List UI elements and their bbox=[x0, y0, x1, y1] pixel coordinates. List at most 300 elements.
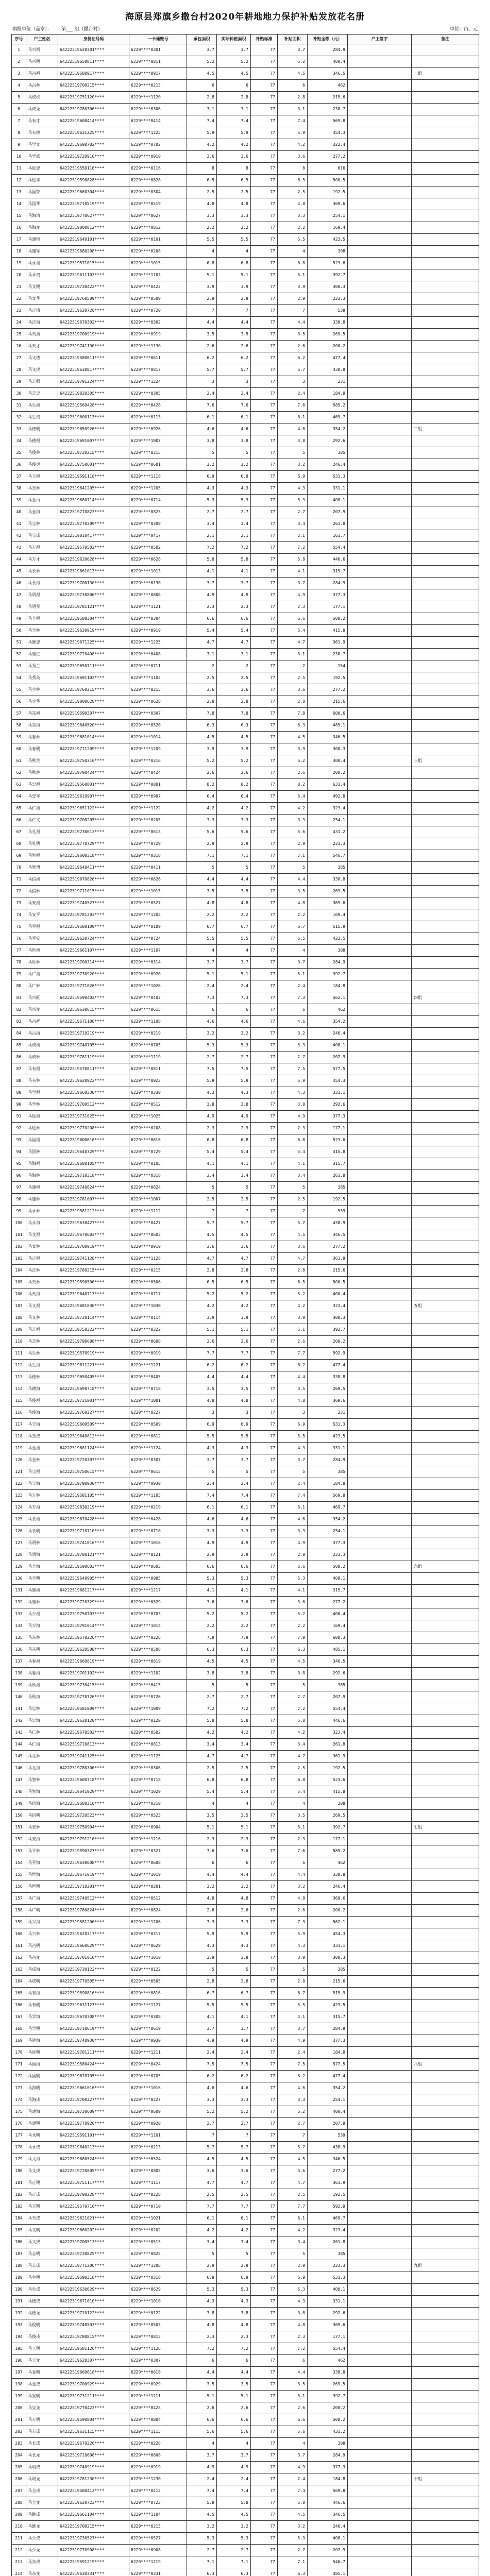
table-row bbox=[12, 1028, 479, 1040]
cell-id: 64222519701010**** bbox=[58, 1952, 129, 1964]
cell-sign bbox=[348, 2450, 412, 2462]
cell-seq: 168 bbox=[12, 2023, 26, 2035]
cell-amount: 462 bbox=[308, 1857, 348, 1869]
cell-phone: 6229****0603 bbox=[129, 1561, 187, 1573]
cell-id: 64222519781007**** bbox=[58, 1194, 129, 1206]
cell-subsidy-area: 4.8 bbox=[278, 2319, 308, 2331]
cell-amount: 408.1 bbox=[308, 1573, 348, 1585]
cell-actual: 5.9 bbox=[217, 127, 251, 139]
cell-name: 马全林 bbox=[26, 625, 58, 637]
cell-standard: 77 bbox=[251, 1253, 278, 1265]
cell-seq: 33 bbox=[12, 423, 26, 435]
table-row bbox=[12, 1194, 479, 1206]
cell-subsidy-area: 5.6 bbox=[278, 2426, 308, 2438]
cell-amount: 523.6 bbox=[308, 258, 348, 269]
cell-amount: 254.1 bbox=[308, 210, 348, 222]
table-row bbox=[12, 1739, 479, 1751]
cell-phone: 6229****1016 bbox=[129, 1537, 187, 1549]
cell-subsidy-area: 3.9 bbox=[278, 1312, 308, 1324]
cell-sign bbox=[348, 1229, 412, 1241]
cell-name: 马明龙 bbox=[26, 2473, 58, 2485]
cell-name: 马志成 bbox=[26, 2260, 58, 2272]
cell-sign bbox=[348, 1798, 412, 1810]
cell-remark bbox=[412, 2106, 479, 2118]
cell-contract: 3.9 bbox=[187, 281, 217, 293]
cell-contract: 2.5 bbox=[187, 2189, 217, 2201]
cell-contract: 7.4 bbox=[187, 115, 217, 127]
cell-standard: 77 bbox=[251, 1360, 278, 1371]
table-row bbox=[12, 2521, 479, 2533]
cell-amount: 369.6 bbox=[308, 198, 348, 210]
cell-actual: 2.3 bbox=[217, 2331, 251, 2343]
cell-contract: 4.1 bbox=[187, 1585, 217, 1597]
cell-actual: 7.3 bbox=[217, 1917, 251, 1928]
cell-contract: 7.3 bbox=[187, 992, 217, 1004]
cell-subsidy-area: 5.1 bbox=[278, 969, 308, 980]
table-row bbox=[12, 886, 479, 897]
cell-subsidy-area: 6.5 bbox=[278, 1277, 308, 1289]
cell-subsidy-area: 4.1 bbox=[278, 1585, 308, 1597]
cell-amount: 523.6 bbox=[308, 1774, 348, 1786]
cell-amount: 277.2 bbox=[308, 2165, 348, 2177]
cell-seq: 115 bbox=[12, 1395, 26, 1407]
cell-amount: 284.9 bbox=[308, 1454, 348, 1466]
cell-subsidy-area: 5.3 bbox=[278, 495, 308, 506]
cell-phone: 6229****0702 bbox=[129, 139, 187, 151]
cell-remark bbox=[412, 2236, 479, 2248]
cell-contract: 3.6 bbox=[187, 1597, 217, 1608]
cell-remark bbox=[412, 1087, 479, 1099]
cell-sign bbox=[348, 187, 412, 198]
cell-contract: 2.7 bbox=[187, 1052, 217, 1063]
cell-actual: 7.4 bbox=[217, 2485, 251, 2497]
cell-name: 马秀英 bbox=[26, 672, 58, 684]
cell-name: 马继林 bbox=[26, 1597, 58, 1608]
cell-actual: 4.9 bbox=[217, 589, 251, 601]
cell-amount: 254.1 bbox=[308, 815, 348, 826]
cell-remark bbox=[412, 1277, 479, 1289]
cell-name: 马安海 bbox=[26, 1834, 58, 1845]
cell-subsidy-area: 7.8 bbox=[278, 708, 308, 720]
cell-amount: 315.7 bbox=[308, 1158, 348, 1170]
cell-standard: 77 bbox=[251, 44, 278, 56]
cell-seq: 74 bbox=[12, 909, 26, 921]
cell-remark bbox=[412, 625, 479, 637]
cell-standard: 77 bbox=[251, 1052, 278, 1063]
cell-id: 64222519700215**** bbox=[58, 80, 129, 92]
cell-sign bbox=[348, 625, 412, 637]
cell-id: 64222519591219**** bbox=[58, 2556, 129, 2568]
cell-contract: 7.3 bbox=[187, 1917, 217, 1928]
cell-actual: 6.7 bbox=[217, 921, 251, 933]
cell-seq: 211 bbox=[12, 2533, 26, 2545]
cell-name: 马成海 bbox=[26, 1964, 58, 1976]
cell-subsidy-area: 4.8 bbox=[278, 198, 308, 210]
cell-standard: 77 bbox=[251, 1217, 278, 1229]
cell-sign bbox=[348, 234, 412, 246]
cell-remark bbox=[412, 1134, 479, 1146]
cell-seq: 21 bbox=[12, 281, 26, 293]
cell-subsidy-area: 5.4 bbox=[278, 625, 308, 637]
table-row bbox=[12, 1680, 479, 1691]
cell-amount: 515.9 bbox=[308, 921, 348, 933]
cell-contract: 3.8 bbox=[187, 1099, 217, 1111]
cell-contract: 2.9 bbox=[187, 293, 217, 305]
cell-seq: 77 bbox=[12, 945, 26, 957]
subsidy-table bbox=[11, 34, 479, 2576]
cell-actual: 6.3 bbox=[217, 2568, 251, 2576]
cell-amount: 392.7 bbox=[308, 969, 348, 980]
cell-phone: 6229****0811 bbox=[129, 56, 187, 68]
cell-standard: 77 bbox=[251, 1087, 278, 1099]
cell-subsidy-area: 3.7 bbox=[278, 2023, 308, 2035]
cell-sign bbox=[348, 1478, 412, 1490]
cell-sign bbox=[348, 743, 412, 755]
cell-remark bbox=[412, 2533, 479, 2545]
cell-actual: 5.7 bbox=[217, 1217, 251, 1229]
table-row bbox=[12, 1751, 479, 1762]
cell-standard: 77 bbox=[251, 1395, 278, 1407]
cell-subsidy-area: 5.7 bbox=[278, 2142, 308, 2154]
cell-phone: 6229****0208 bbox=[129, 1123, 187, 1134]
table-row bbox=[12, 1620, 479, 1632]
cell-id: 64222519640905**** bbox=[58, 1573, 129, 1585]
cell-phone: 6229****1118 bbox=[129, 471, 187, 483]
cell-seq: 49 bbox=[12, 613, 26, 625]
cell-contract: 4 bbox=[187, 1798, 217, 1810]
cell-id: 64222519600414**** bbox=[58, 115, 129, 127]
cell-seq: 116 bbox=[12, 1407, 26, 1419]
cell-contract: 4.6 bbox=[187, 1016, 217, 1028]
amount-unit-label: 单位：亩、元 bbox=[449, 27, 478, 32]
cell-remark bbox=[412, 1004, 479, 1016]
cell-contract: 6.2 bbox=[187, 1360, 217, 1371]
cell-subsidy-area: 3.6 bbox=[278, 2165, 308, 2177]
cell-sign bbox=[348, 1502, 412, 1514]
cell-id: 64222519680524**** bbox=[58, 2154, 129, 2165]
cell-sign bbox=[348, 1004, 412, 1016]
cell-remark bbox=[412, 2189, 479, 2201]
cell-actual: 5 bbox=[217, 447, 251, 459]
cell-phone: 6229****0524 bbox=[129, 2154, 187, 2165]
cell-sign bbox=[348, 589, 412, 601]
cell-actual: 3.9 bbox=[217, 1312, 251, 1324]
cell-remark bbox=[412, 660, 479, 672]
cell-phone: 6229****1117 bbox=[129, 2177, 187, 2189]
cell-seq: 27 bbox=[12, 352, 26, 364]
cell-amount: 231 bbox=[308, 376, 348, 388]
cell-id: 64222519570919**** bbox=[58, 1348, 129, 1360]
table-row bbox=[12, 1774, 479, 1786]
cell-actual: 2.8 bbox=[217, 696, 251, 708]
cell-remark bbox=[412, 2225, 479, 2236]
cell-actual: 4.8 bbox=[217, 1893, 251, 1905]
cell-subsidy-area: 3.4 bbox=[278, 2236, 308, 2248]
cell-contract: 3.1 bbox=[187, 104, 217, 115]
cell-name: 马生海 bbox=[26, 1360, 58, 1371]
cell-actual: 6.6 bbox=[217, 613, 251, 625]
cell-name: 马少海 bbox=[26, 1620, 58, 1632]
cell-contract: 2.6 bbox=[187, 2402, 217, 2414]
cell-sign bbox=[348, 364, 412, 376]
cell-standard: 77 bbox=[251, 341, 278, 352]
cell-contract: 4.2 bbox=[187, 139, 217, 151]
col-standard: 补贴标准 bbox=[251, 35, 278, 44]
cell-subsidy-area: 4.3 bbox=[278, 1443, 308, 1454]
cell-amount: 308 bbox=[308, 945, 348, 957]
cell-seq: 195 bbox=[12, 2343, 26, 2355]
cell-amount: 508.2 bbox=[308, 613, 348, 625]
cell-id: 64222519780215**** bbox=[58, 1265, 129, 1277]
cell-standard: 77 bbox=[251, 2296, 278, 2308]
table-row bbox=[12, 1004, 479, 1016]
cell-id: 64222519731025**** bbox=[58, 1111, 129, 1123]
cell-seq: 111 bbox=[12, 1348, 26, 1360]
cell-phone: 6229****1125 bbox=[129, 1751, 187, 1762]
col-actual: 实际种植面积 bbox=[217, 35, 251, 44]
cell-remark bbox=[412, 1905, 479, 1917]
cell-amount: 423.5 bbox=[308, 234, 348, 246]
cell-actual: 7.9 bbox=[217, 1632, 251, 1644]
cell-remark bbox=[412, 1668, 479, 1680]
cell-actual: 5.1 bbox=[217, 269, 251, 281]
cell-subsidy-area: 6.7 bbox=[278, 1988, 308, 1999]
cell-standard: 77 bbox=[251, 791, 278, 803]
cell-standard: 77 bbox=[251, 2154, 278, 2165]
cell-remark bbox=[412, 92, 479, 104]
cell-id: 64222519750904**** bbox=[58, 1822, 129, 1834]
cell-remark bbox=[412, 1869, 479, 1881]
cell-name: 马全成 bbox=[26, 2485, 58, 2497]
cell-amount: 200.2 bbox=[308, 2402, 348, 2414]
cell-amount: 269.5 bbox=[308, 329, 348, 341]
cell-remark bbox=[412, 1395, 479, 1407]
cell-standard: 77 bbox=[251, 1004, 278, 1016]
table-row bbox=[12, 767, 479, 779]
cell-id: 64222519740824**** bbox=[58, 1182, 129, 1194]
cell-phone: 6229****1230 bbox=[129, 2473, 187, 2485]
cell-contract: 7 bbox=[187, 2130, 217, 2142]
cell-amount: 192.5 bbox=[308, 672, 348, 684]
cell-amount: 385 bbox=[308, 862, 348, 874]
cell-seq: 207 bbox=[12, 2485, 26, 2497]
cell-standard: 77 bbox=[251, 755, 278, 767]
table-row bbox=[12, 400, 479, 412]
cell-remark bbox=[412, 1502, 479, 1514]
table-row bbox=[12, 1976, 479, 1988]
cell-id: 64222519700512**** bbox=[58, 1099, 129, 1111]
cell-name: 马忠海 bbox=[26, 1715, 58, 1727]
cell-contract: 7 bbox=[187, 1206, 217, 1217]
cell-name: 马义德 bbox=[26, 352, 58, 364]
cell-subsidy-area: 8 bbox=[278, 163, 308, 175]
cell-subsidy-area: 2.9 bbox=[278, 293, 308, 305]
cell-seq: 66 bbox=[12, 815, 26, 826]
cell-actual: 2.3 bbox=[217, 1834, 251, 1845]
cell-remark bbox=[412, 2485, 479, 2497]
cell-seq: 209 bbox=[12, 2509, 26, 2521]
cell-subsidy-area: 5.7 bbox=[278, 1217, 308, 1229]
cell-name: 马东林 bbox=[26, 1632, 58, 1644]
cell-standard: 77 bbox=[251, 317, 278, 329]
cell-seq: 161 bbox=[12, 1940, 26, 1952]
cell-contract: 5 bbox=[187, 2248, 217, 2260]
cell-seq: 143 bbox=[12, 1727, 26, 1739]
table-row bbox=[12, 755, 479, 767]
cell-subsidy-area: 3.5 bbox=[278, 886, 308, 897]
cell-standard: 77 bbox=[251, 2142, 278, 2154]
cell-subsidy-area: 5 bbox=[278, 862, 308, 874]
cell-actual: 5.2 bbox=[217, 1608, 251, 1620]
cell-name: 马春明 bbox=[26, 743, 58, 755]
cell-subsidy-area: 5.1 bbox=[278, 1324, 308, 1336]
cell-seq: 51 bbox=[12, 637, 26, 649]
cell-actual: 2.5 bbox=[217, 2189, 251, 2201]
cell-subsidy-area: 7.2 bbox=[278, 2343, 308, 2355]
cell-id: 64222519751117**** bbox=[58, 2177, 129, 2189]
cell-subsidy-area: 5.6 bbox=[278, 826, 308, 838]
cell-subsidy-area: 5.2 bbox=[278, 56, 308, 68]
cell-standard: 77 bbox=[251, 1324, 278, 1336]
cell-id: 64222519630120**** bbox=[58, 1715, 129, 1727]
cell-subsidy-area: 3.5 bbox=[278, 1383, 308, 1395]
cell-seq: 11 bbox=[12, 163, 26, 175]
cell-contract: 2.3 bbox=[187, 1123, 217, 1134]
cell-contract: 3 bbox=[187, 1407, 217, 1419]
cell-subsidy-area: 2.5 bbox=[278, 1762, 308, 1774]
cell-amount: 377.3 bbox=[308, 2462, 348, 2473]
cell-phone: 6229****0919 bbox=[129, 625, 187, 637]
cell-amount: 562.1 bbox=[308, 1917, 348, 1928]
cell-amount: 438.9 bbox=[308, 2142, 348, 2154]
cell-subsidy-area: 2 bbox=[278, 660, 308, 672]
cell-phone: 6229****0919 bbox=[129, 2462, 187, 2473]
cell-contract: 5.5 bbox=[187, 234, 217, 246]
cell-amount: 354.2 bbox=[308, 423, 348, 435]
cell-remark bbox=[412, 1917, 479, 1928]
cell-amount: 261.8 bbox=[308, 1739, 348, 1751]
cell-subsidy-area: 3.8 bbox=[278, 1668, 308, 1680]
cell-id: 64222519630219**** bbox=[58, 1502, 129, 1514]
cell-phone: 6229****0122 bbox=[129, 1964, 187, 1976]
table-row bbox=[12, 1585, 479, 1597]
cell-phone: 6229****0601 bbox=[129, 459, 187, 471]
cell-name: 马少龙 bbox=[26, 2545, 58, 2556]
cell-seq: 30 bbox=[12, 388, 26, 400]
cell-id: 64222519691007**** bbox=[58, 435, 129, 447]
cell-actual: 5.4 bbox=[217, 625, 251, 637]
cell-contract: 2.9 bbox=[187, 1549, 217, 1561]
cell-sign bbox=[348, 1170, 412, 1182]
cell-name: 马文华 bbox=[26, 293, 58, 305]
cell-actual: 4.1 bbox=[217, 1158, 251, 1170]
cell-contract: 5.9 bbox=[187, 1928, 217, 1940]
cell-subsidy-area: 4.4 bbox=[278, 317, 308, 329]
cell-actual: 4.5 bbox=[217, 1656, 251, 1668]
cell-subsidy-area: 2.6 bbox=[278, 341, 308, 352]
cell-amount: 292.6 bbox=[308, 1668, 348, 1680]
cell-name: 马明福 bbox=[26, 589, 58, 601]
cell-actual: 4.8 bbox=[217, 198, 251, 210]
cell-name: 马忠孝 bbox=[26, 791, 58, 803]
cell-contract: 3.3 bbox=[187, 2094, 217, 2106]
cell-amount: 261.8 bbox=[308, 2236, 348, 2248]
cell-name: 马平林 bbox=[26, 1845, 58, 1857]
cell-id: 64222519571015**** bbox=[58, 258, 129, 269]
table-row bbox=[12, 364, 479, 376]
cell-name: 马明成 bbox=[26, 2462, 58, 2473]
cell-seq: 20 bbox=[12, 269, 26, 281]
cell-id: 64222519710219**** bbox=[58, 1028, 129, 1040]
cell-name: 马玉海 bbox=[26, 1419, 58, 1431]
cell-subsidy-area: 3.2 bbox=[278, 2521, 308, 2533]
cell-actual: 4 bbox=[217, 1798, 251, 1810]
cell-amount: 377.3 bbox=[308, 1537, 348, 1549]
cell-remark bbox=[412, 2402, 479, 2414]
cell-actual: 4.3 bbox=[217, 1087, 251, 1099]
cell-id: 64222519671010**** bbox=[58, 2296, 129, 2308]
table-row bbox=[12, 1146, 479, 1158]
table-row bbox=[12, 2023, 479, 2035]
col-subsidy-area: 补贴面积 bbox=[278, 35, 308, 44]
cell-sign bbox=[348, 2059, 412, 2071]
cell-standard: 77 bbox=[251, 2367, 278, 2379]
cell-name: 马兴旺 bbox=[26, 992, 58, 1004]
cell-amount: 308 bbox=[308, 1798, 348, 1810]
cell-remark bbox=[412, 1786, 479, 1798]
village-label: 第___ 组（撒台村） bbox=[61, 27, 103, 32]
cell-standard: 77 bbox=[251, 459, 278, 471]
meta-left bbox=[12, 25, 111, 34]
cell-actual: 3.3 bbox=[217, 1526, 251, 1537]
cell-sign bbox=[348, 56, 412, 68]
cell-contract: 2.6 bbox=[187, 1336, 217, 1348]
cell-actual: 7.8 bbox=[217, 708, 251, 720]
table-row bbox=[12, 897, 479, 909]
cell-standard: 77 bbox=[251, 1383, 278, 1395]
table-row bbox=[12, 2094, 479, 2106]
cell-id: 64222519790608**** bbox=[58, 1336, 129, 1348]
cell-actual: 4.3 bbox=[217, 483, 251, 495]
cell-standard: 77 bbox=[251, 2071, 278, 2082]
cell-phone: 6229****0629 bbox=[129, 1940, 187, 1952]
table-row bbox=[12, 2059, 479, 2071]
cell-id: 64222519661107**** bbox=[58, 945, 129, 957]
cell-standard: 77 bbox=[251, 198, 278, 210]
cell-id: 64222519770208**** bbox=[58, 1123, 129, 1134]
cell-name: 马少福 bbox=[26, 1608, 58, 1620]
cell-subsidy-area: 7.2 bbox=[278, 1703, 308, 1715]
cell-sign bbox=[348, 2130, 412, 2142]
cell-contract: 5.8 bbox=[187, 554, 217, 566]
table-row bbox=[12, 684, 479, 696]
cell-actual: 6.3 bbox=[217, 1644, 251, 1656]
cell-sign bbox=[348, 2308, 412, 2319]
cell-remark bbox=[412, 2391, 479, 2402]
cell-subsidy-area: 3.2 bbox=[278, 459, 308, 471]
cell-subsidy-area: 3.3 bbox=[278, 815, 308, 826]
cell-sign bbox=[348, 1300, 412, 1312]
cell-remark bbox=[412, 2545, 479, 2556]
cell-sign bbox=[348, 2225, 412, 2236]
cell-actual: 4.6 bbox=[217, 423, 251, 435]
cell-actual: 4.1 bbox=[217, 566, 251, 578]
cell-contract: 6.8 bbox=[187, 1774, 217, 1786]
cell-sign bbox=[348, 897, 412, 909]
cell-id: 64222519750615**** bbox=[58, 1466, 129, 1478]
table-row bbox=[12, 68, 479, 80]
cell-contract: 4.6 bbox=[187, 423, 217, 435]
